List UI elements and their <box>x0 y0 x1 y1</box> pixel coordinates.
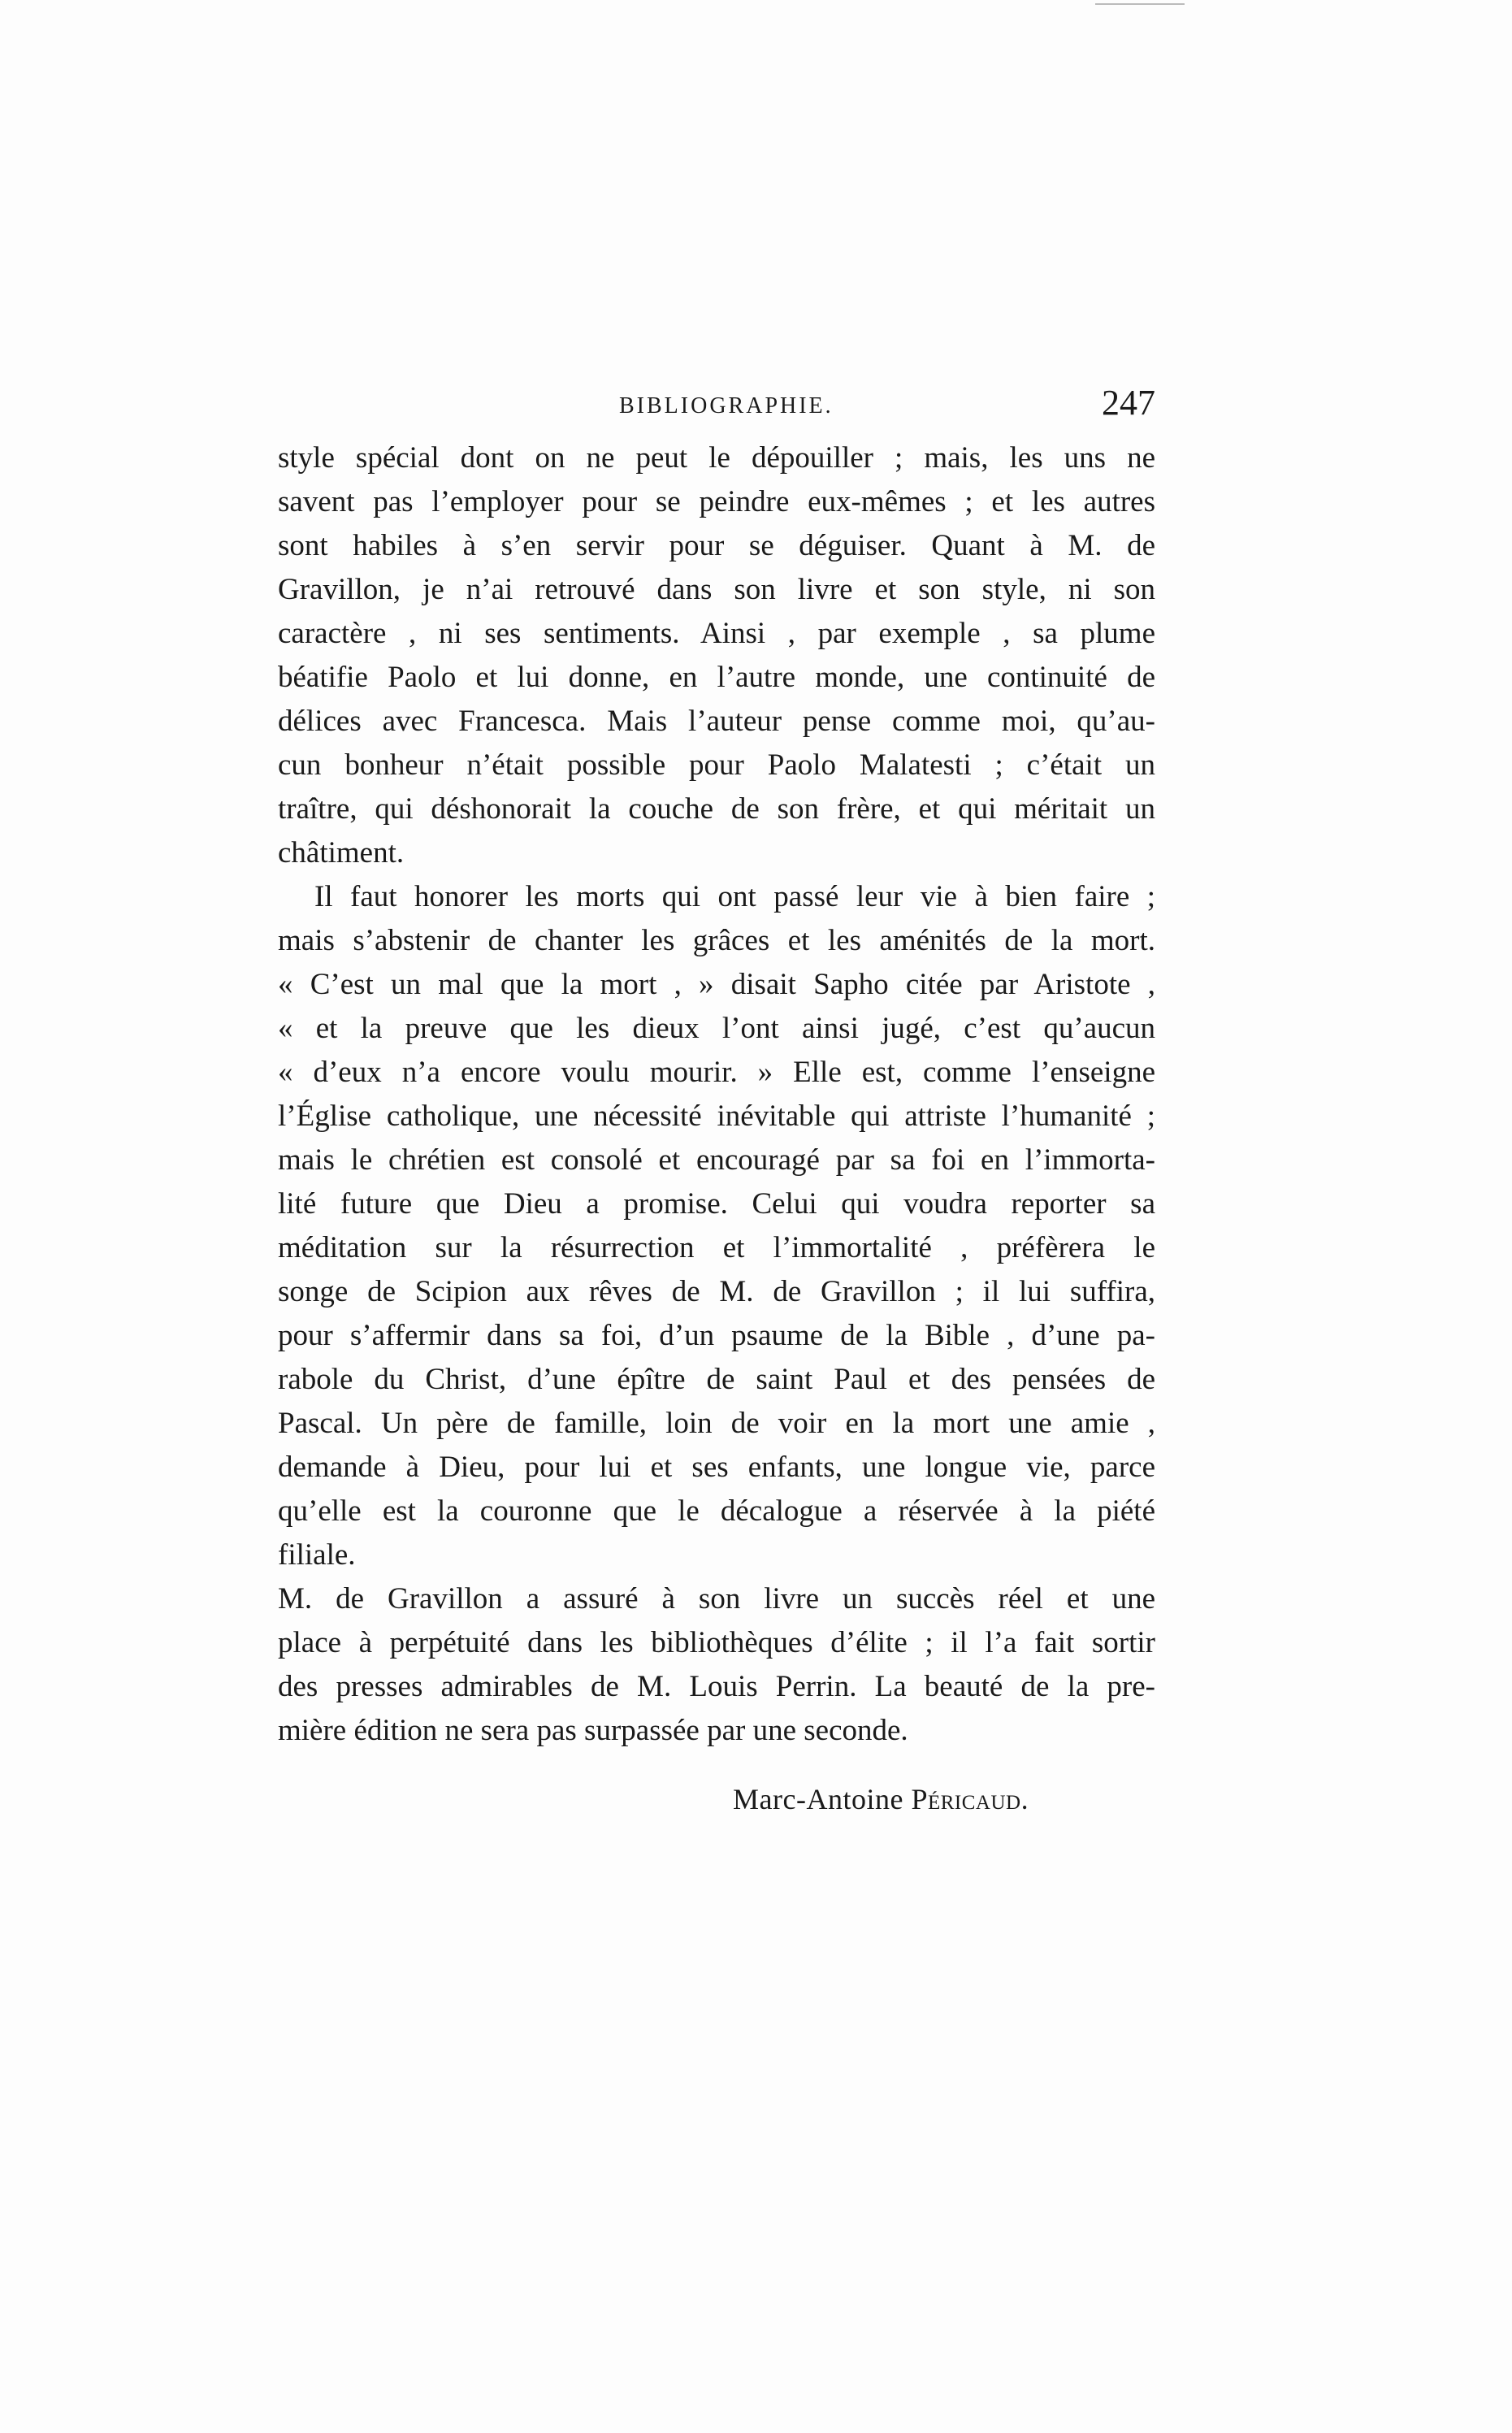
paragraph <box>278 436 1155 875</box>
text-line: mière édition ne sera pas surpassée par une seconde. <box>278 1714 908 1747</box>
text-line: l’Église catholique, une nécessité inévitable qui attriste l’humanité ; <box>278 1099 1155 1133</box>
text-line: « C’est un mal que la mort , » disait Sapho citée par Aristote , <box>278 968 1155 1001</box>
text-line: Pascal. Un père de famille, loin de voir en la mort une amie , <box>278 1407 1155 1440</box>
text-line: Gravillon, je n’ai retrouvé dans son livre et son style, ni son <box>278 573 1155 606</box>
text-line: qu’elle est la couronne que le décalogue a réservée à la piété <box>278 1494 1155 1528</box>
text-line: style spécial dont on ne peut le dépouiller ; mais, les uns ne <box>278 441 1155 475</box>
text-line: cun bonheur n’était possible pour Paolo Malatesti ; c’était un <box>278 748 1155 782</box>
text-line: place à perpétuité dans les bibliothèques d’élite ; il l’a fait sortir <box>278 1626 1155 1659</box>
text-line: M. de Gravillon a assuré à son livre un succès réel et une <box>278 1582 1155 1615</box>
author-signature <box>733 1782 1029 1816</box>
text-line: des presses admirables de M. Louis Perrin. La beauté de la pre- <box>278 1670 1155 1703</box>
running-head: BIBLIOGRAPHIE. <box>619 393 834 419</box>
author-last-name: Péricaud. <box>911 1783 1029 1815</box>
text-line: lité future que Dieu a promise. Celui qui voudra reporter sa <box>278 1187 1155 1221</box>
text-line: Il faut honorer les morts qui ont passé leur vie à bien faire ; <box>314 880 1155 913</box>
text-line: pour s’affermir dans sa foi, d’un psaume de la Bible , d’une pa- <box>278 1319 1155 1352</box>
text-line: châtiment. <box>278 836 405 870</box>
paragraph <box>278 1577 1155 1753</box>
text-line: béatifie Paolo et lui donne, en l’autre monde, une continuité de <box>278 661 1155 694</box>
text-line: rabole du Christ, d’une épître de saint Paul et des pensées de <box>278 1363 1155 1396</box>
page-body <box>278 436 1155 1753</box>
text-line: demande à Dieu, pour lui et ses enfants, une longue vie, parce <box>278 1451 1155 1484</box>
page-number: 247 <box>1102 383 1155 423</box>
text-line: filiale. <box>278 1538 356 1572</box>
paragraph <box>278 875 1155 1577</box>
text-line: « d’eux n’a encore voulu mourir. » Elle est, comme l’enseigne <box>278 1056 1155 1089</box>
text-line: traître, qui déshonorait la couche de son frère, et qui méritait un <box>278 792 1155 826</box>
text-line: savent pas l’employer pour se peindre eux-mêmes ; et les autres <box>278 485 1155 518</box>
page-header <box>278 382 1155 431</box>
text-line: « et la preuve que les dieux l’ont ainsi jugé, c’est qu’aucun <box>278 1012 1155 1045</box>
text-line: méditation sur la résurrection et l’immortalité , préfèrera le <box>278 1231 1155 1264</box>
text-line: délices avec Francesca. Mais l’auteur pense comme moi, qu’au- <box>278 705 1155 738</box>
text-line: sont habiles à s’en servir pour se déguiser. Quant à M. de <box>278 529 1155 562</box>
text-line: caractère , ni ses sentiments. Ainsi , par exemple , sa plume <box>278 617 1155 650</box>
author-first-name: Marc-Antoine <box>733 1783 903 1815</box>
text-line: mais le chrétien est consolé et encouragé par sa foi en l’immorta- <box>278 1143 1155 1177</box>
text-line: mais s’abstenir de chanter les grâces et les aménités de la mort. <box>278 924 1155 957</box>
scan-edge-mark <box>1095 3 1185 5</box>
text-line: songe de Scipion aux rêves de M. de Gravillon ; il lui suffira, <box>278 1275 1155 1308</box>
